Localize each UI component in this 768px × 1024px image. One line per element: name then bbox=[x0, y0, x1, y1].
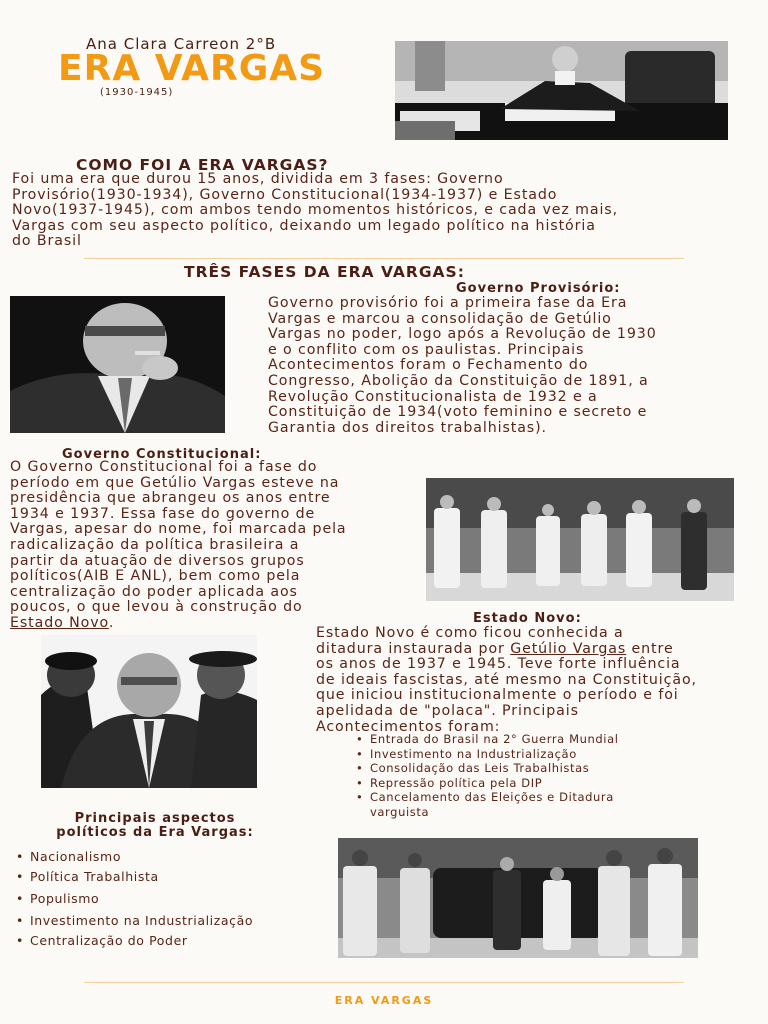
estado-novo-line: Acontecimentos foram: bbox=[316, 718, 501, 735]
list-item: • Repressão política pela DIP bbox=[354, 776, 754, 791]
intro-line: Vargas com seu aspecto político, deixando um legado político na história bbox=[12, 217, 596, 234]
photo-vargas-soldiers bbox=[338, 838, 698, 958]
page-title: ERA VARGAS bbox=[58, 48, 326, 89]
constitucional-line: período em que Getúlio Vargas esteve na bbox=[10, 474, 340, 491]
aspects-heading bbox=[30, 812, 280, 840]
constitucional-line: Vargas, apesar do nome, foi marcada pela bbox=[10, 521, 347, 538]
constitucional-heading: Governo Constitucional: bbox=[62, 447, 262, 462]
intro-heading: COMO FOI A ERA VARGAS? bbox=[76, 156, 329, 174]
estado-novo-events-list bbox=[354, 732, 754, 820]
photo-vargas-at-desk bbox=[395, 41, 728, 140]
constitucional-line: políticos(AIB E ANL), bem como pela bbox=[10, 568, 301, 585]
intro-line: do Brasil bbox=[12, 233, 82, 250]
phases-heading: TRÊS FASES DA ERA VARGAS: bbox=[184, 263, 465, 281]
getulio-vargas-link[interactable]: Getúlio Vargas bbox=[510, 640, 627, 657]
constitucional-line: 1934 e 1937. Essa fase do governo de bbox=[10, 505, 316, 522]
aspects-list bbox=[14, 849, 334, 953]
intro-paragraph bbox=[12, 172, 762, 250]
list-item-text: varguista bbox=[370, 804, 430, 819]
photo-group-white-suits bbox=[426, 478, 734, 601]
provisorio-line: Acontecimentos foram o Fechamento do bbox=[268, 357, 589, 374]
estado-novo-line: apelidada de "polaca". Principais bbox=[316, 702, 579, 719]
provisorio-line: Governo provisório foi a primeira fase da Era bbox=[268, 295, 628, 311]
estado-novo-line: de ideais fascistas, até mesmo na Constituição, bbox=[316, 671, 697, 688]
estado-novo-line: Estado Novo é como ficou conhecida a bbox=[316, 625, 624, 641]
provisorio-line: Vargas e marcou a consolidação de Getúlio bbox=[268, 310, 612, 327]
constitucional-line: radicalização da política brasileira a bbox=[10, 536, 300, 553]
provisorio-line: Constituição de 1934(voto feminino e secreto e bbox=[268, 404, 648, 421]
estado-novo-line bbox=[316, 642, 766, 658]
divider-top bbox=[84, 258, 684, 259]
list-item: • Populismo bbox=[14, 891, 334, 913]
list-item: • Centralização do Poder bbox=[14, 933, 334, 953]
estado-novo-line: que iniciou institucionalmente o período e foi bbox=[316, 687, 679, 704]
list-item: • Investimento na Industrialização bbox=[354, 747, 754, 762]
constitucional-line: partir da atuação de diversos grupos bbox=[10, 552, 305, 569]
estado-novo-text: entre bbox=[626, 640, 674, 657]
list-item: • Investimento na Industrialização bbox=[14, 913, 334, 933]
provisorio-line: Garantia dos direitos trabalhistas). bbox=[268, 419, 547, 436]
constitucional-line: centralização do poder aplicada aos bbox=[10, 583, 298, 600]
list-item-text: Cancelamento das Eleições e Ditadura bbox=[370, 790, 614, 805]
aspects-heading-line: Principais aspectos bbox=[74, 811, 236, 826]
photo-vargas-with-men bbox=[41, 635, 257, 788]
constitucional-line: presidência que abrangeu os anos entre bbox=[10, 490, 331, 507]
footer-label: ERA VARGAS bbox=[334, 994, 434, 1007]
intro-line: Provisório(1930-1934), Governo Constitucional(1934-1937) e Estado bbox=[12, 186, 558, 203]
intro-line: Foi uma era que durou 15 anos, dividida em 3 fases: Governo bbox=[12, 171, 504, 187]
constitucional-paragraph bbox=[10, 460, 425, 632]
estado-novo-heading: Estado Novo: bbox=[473, 611, 582, 626]
estado-novo-line: os anos de 1937 e 1945. Teve forte influência bbox=[316, 656, 681, 673]
provisorio-paragraph bbox=[268, 296, 763, 436]
intro-line: Novo(1937-1945), com ambos tendo momentos históricos, e cada vez mais, bbox=[12, 202, 618, 219]
estado-novo-paragraph bbox=[316, 626, 766, 735]
estado-novo-link[interactable]: Estado Novo bbox=[10, 614, 109, 631]
divider-bottom bbox=[84, 982, 684, 983]
constitucional-line: poucos, o que levou à construção do bbox=[10, 599, 303, 616]
constitucional-period: . bbox=[108, 614, 115, 631]
provisorio-heading: Governo Provisório: bbox=[456, 281, 621, 296]
list-item: • Nacionalismo bbox=[14, 849, 334, 869]
author-name: Ana Clara Carreon 2°B bbox=[86, 35, 277, 53]
list-item: • Entrada do Brasil na 2° Guerra Mundial bbox=[354, 732, 754, 747]
list-item: • Política Trabalhista bbox=[14, 869, 334, 891]
provisorio-line: Revolução Constitucionalista de 1932 e a bbox=[268, 388, 598, 405]
photo-vargas-cigar bbox=[10, 296, 225, 433]
constitucional-line: O Governo Constitucional foi a fase do bbox=[10, 459, 318, 475]
provisorio-line: e o conflito com os paulistas. Principais bbox=[268, 341, 585, 358]
list-item bbox=[354, 790, 754, 819]
provisorio-line: Congresso, Abolição da Constituição de 1891, a bbox=[268, 372, 649, 389]
era-years: (1930-1945) bbox=[100, 87, 174, 98]
list-item: • Consolidação das Leis Trabalhistas bbox=[354, 761, 754, 776]
provisorio-line: Vargas no poder, logo após a Revolução de 1930 bbox=[268, 326, 657, 343]
aspects-heading-line: políticos da Era Vargas: bbox=[56, 825, 254, 840]
estado-novo-text: ditadura instaurada por bbox=[316, 640, 511, 657]
